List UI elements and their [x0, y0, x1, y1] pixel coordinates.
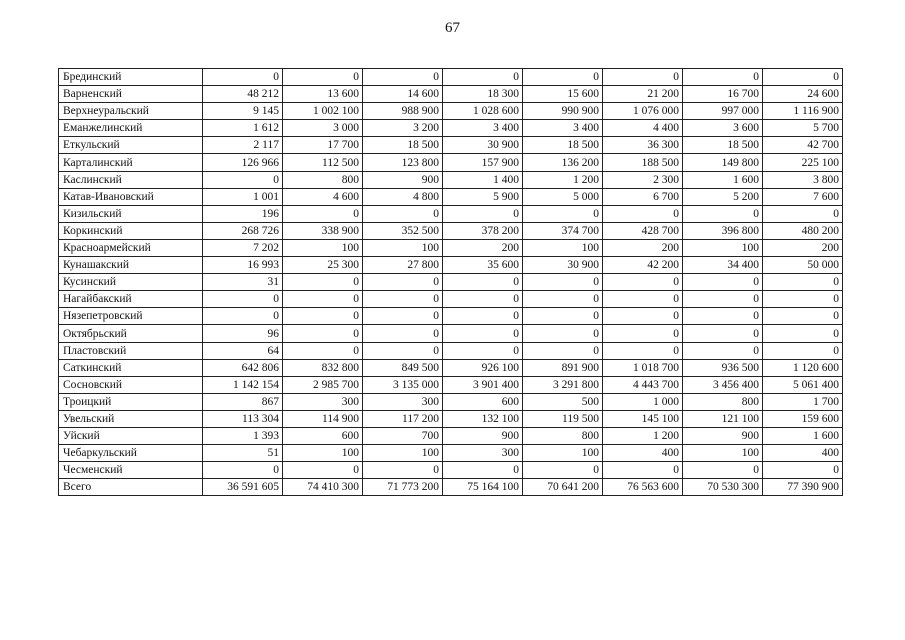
table-row	[59, 427, 843, 444]
value-cell: 0	[603, 274, 683, 291]
value-cell: 0	[763, 462, 843, 479]
value-cell: 300	[443, 445, 523, 462]
value-cell: 100	[283, 239, 363, 256]
value-cell: 0	[283, 274, 363, 291]
value-cell: 3 200	[363, 120, 443, 137]
value-cell: 70 641 200	[523, 479, 603, 496]
value-cell: 1 600	[683, 171, 763, 188]
value-cell: 25 300	[283, 257, 363, 274]
value-cell: 17 700	[283, 137, 363, 154]
value-cell: 3 291 800	[523, 376, 603, 393]
value-cell: 5 700	[763, 120, 843, 137]
table-row	[59, 308, 843, 325]
value-cell: 21 200	[603, 86, 683, 103]
value-cell: 2 117	[203, 137, 283, 154]
value-cell: 300	[283, 393, 363, 410]
value-cell: 119 500	[523, 410, 603, 427]
value-cell: 990 900	[523, 103, 603, 120]
value-cell: 0	[203, 69, 283, 86]
district-name-cell: Уйский	[59, 427, 203, 444]
value-cell: 100	[363, 239, 443, 256]
value-cell: 352 500	[363, 222, 443, 239]
value-cell: 132 100	[443, 410, 523, 427]
value-cell: 0	[363, 462, 443, 479]
district-name-cell: Пластовский	[59, 342, 203, 359]
value-cell: 145 100	[603, 410, 683, 427]
value-cell: 1 018 700	[603, 359, 683, 376]
value-cell: 0	[763, 342, 843, 359]
district-name-cell: Варненский	[59, 86, 203, 103]
value-cell: 64	[203, 342, 283, 359]
value-cell: 13 600	[283, 86, 363, 103]
value-cell: 1 116 900	[763, 103, 843, 120]
value-cell: 15 600	[523, 86, 603, 103]
value-cell: 31	[203, 274, 283, 291]
value-cell: 1 400	[443, 171, 523, 188]
value-cell: 338 900	[283, 222, 363, 239]
value-cell: 0	[603, 325, 683, 342]
value-cell: 600	[443, 393, 523, 410]
district-name-cell: Еманжелинский	[59, 120, 203, 137]
value-cell: 5 900	[443, 188, 523, 205]
value-cell: 2 300	[603, 171, 683, 188]
value-cell: 0	[523, 308, 603, 325]
value-cell: 0	[363, 342, 443, 359]
value-cell: 159 600	[763, 410, 843, 427]
table-body	[59, 69, 843, 496]
value-cell: 200	[763, 239, 843, 256]
value-cell: 0	[763, 291, 843, 308]
value-cell: 0	[443, 342, 523, 359]
value-cell: 0	[203, 171, 283, 188]
value-cell: 700	[363, 427, 443, 444]
value-cell: 34 400	[683, 257, 763, 274]
value-cell: 3 456 400	[683, 376, 763, 393]
district-name-cell: Саткинский	[59, 359, 203, 376]
district-name-cell: Кунашакский	[59, 257, 203, 274]
table-row	[59, 479, 843, 496]
value-cell: 126 966	[203, 154, 283, 171]
value-cell: 35 600	[443, 257, 523, 274]
value-cell: 0	[603, 462, 683, 479]
value-cell: 100	[283, 445, 363, 462]
value-cell: 42 200	[603, 257, 683, 274]
value-cell: 0	[523, 274, 603, 291]
district-name-cell: Еткульский	[59, 137, 203, 154]
value-cell: 642 806	[203, 359, 283, 376]
value-cell: 3 800	[763, 171, 843, 188]
value-cell: 0	[443, 308, 523, 325]
value-cell: 24 600	[763, 86, 843, 103]
value-cell: 926 100	[443, 359, 523, 376]
value-cell: 157 900	[443, 154, 523, 171]
district-name-cell: Красноармейский	[59, 239, 203, 256]
value-cell: 6 700	[603, 188, 683, 205]
value-cell: 121 100	[683, 410, 763, 427]
table-row	[59, 462, 843, 479]
table-row	[59, 376, 843, 393]
value-cell: 988 900	[363, 103, 443, 120]
district-name-cell: Верхнеуральский	[59, 103, 203, 120]
value-cell: 7 600	[763, 188, 843, 205]
value-cell: 0	[363, 205, 443, 222]
value-cell: 396 800	[683, 222, 763, 239]
value-cell: 900	[683, 427, 763, 444]
value-cell: 51	[203, 445, 283, 462]
district-name-cell: Всего	[59, 479, 203, 496]
table-row	[59, 274, 843, 291]
value-cell: 0	[683, 274, 763, 291]
value-cell: 800	[523, 427, 603, 444]
value-cell: 0	[683, 69, 763, 86]
value-cell: 0	[683, 291, 763, 308]
value-cell: 600	[283, 427, 363, 444]
value-cell: 1 000	[603, 393, 683, 410]
table-row	[59, 393, 843, 410]
district-name-cell: Кизильский	[59, 205, 203, 222]
value-cell: 188 500	[603, 154, 683, 171]
value-cell: 100	[363, 445, 443, 462]
value-cell: 0	[443, 325, 523, 342]
value-cell: 16 993	[203, 257, 283, 274]
value-cell: 1 700	[763, 393, 843, 410]
value-cell: 14 600	[363, 86, 443, 103]
table-row	[59, 205, 843, 222]
value-cell: 1 600	[763, 427, 843, 444]
value-cell: 100	[523, 239, 603, 256]
table-row	[59, 188, 843, 205]
value-cell: 18 300	[443, 86, 523, 103]
value-cell: 0	[763, 69, 843, 86]
table-row	[59, 359, 843, 376]
table-row	[59, 291, 843, 308]
value-cell: 1 002 100	[283, 103, 363, 120]
value-cell: 18 500	[683, 137, 763, 154]
value-cell: 500	[523, 393, 603, 410]
value-cell: 428 700	[603, 222, 683, 239]
district-name-cell: Кусинский	[59, 274, 203, 291]
value-cell: 0	[763, 308, 843, 325]
value-cell: 0	[523, 462, 603, 479]
value-cell: 0	[603, 205, 683, 222]
table-row	[59, 171, 843, 188]
value-cell: 0	[283, 462, 363, 479]
value-cell: 400	[763, 445, 843, 462]
value-cell: 0	[683, 308, 763, 325]
value-cell: 0	[523, 291, 603, 308]
value-cell: 1 028 600	[443, 103, 523, 120]
value-cell: 800	[283, 171, 363, 188]
value-cell: 196	[203, 205, 283, 222]
value-cell: 0	[443, 69, 523, 86]
value-cell: 7 202	[203, 239, 283, 256]
value-cell: 50 000	[763, 257, 843, 274]
district-name-cell: Коркинский	[59, 222, 203, 239]
value-cell: 100	[683, 445, 763, 462]
value-cell: 0	[363, 308, 443, 325]
value-cell: 800	[683, 393, 763, 410]
value-cell: 480 200	[763, 222, 843, 239]
value-cell: 30 900	[523, 257, 603, 274]
value-cell: 77 390 900	[763, 479, 843, 496]
table-row	[59, 120, 843, 137]
value-cell: 0	[283, 342, 363, 359]
value-cell: 0	[363, 291, 443, 308]
value-cell: 1 120 600	[763, 359, 843, 376]
value-cell: 0	[443, 205, 523, 222]
value-cell: 113 304	[203, 410, 283, 427]
value-cell: 200	[603, 239, 683, 256]
value-cell: 114 900	[283, 410, 363, 427]
value-cell: 0	[523, 342, 603, 359]
value-cell: 42 700	[763, 137, 843, 154]
value-cell: 0	[523, 205, 603, 222]
table-row	[59, 86, 843, 103]
district-name-cell: Каслинский	[59, 171, 203, 188]
value-cell: 225 100	[763, 154, 843, 171]
value-cell: 0	[603, 308, 683, 325]
value-cell: 123 800	[363, 154, 443, 171]
value-cell: 200	[443, 239, 523, 256]
value-cell: 849 500	[363, 359, 443, 376]
table-row	[59, 257, 843, 274]
district-name-cell: Чесменский	[59, 462, 203, 479]
value-cell: 378 200	[443, 222, 523, 239]
value-cell: 0	[443, 274, 523, 291]
table-row	[59, 222, 843, 239]
value-cell: 300	[363, 393, 443, 410]
value-cell: 900	[443, 427, 523, 444]
district-name-cell: Катав-Ивановский	[59, 188, 203, 205]
table-row	[59, 239, 843, 256]
value-cell: 75 164 100	[443, 479, 523, 496]
value-cell: 30 900	[443, 137, 523, 154]
value-cell: 71 773 200	[363, 479, 443, 496]
value-cell: 18 500	[523, 137, 603, 154]
value-cell: 3 400	[523, 120, 603, 137]
value-cell: 1 200	[603, 427, 683, 444]
value-cell: 5 061 400	[763, 376, 843, 393]
value-cell: 0	[683, 205, 763, 222]
value-cell: 0	[603, 342, 683, 359]
value-cell: 0	[203, 462, 283, 479]
district-table	[58, 68, 843, 496]
value-cell: 0	[683, 325, 763, 342]
value-cell: 3 135 000	[363, 376, 443, 393]
value-cell: 100	[683, 239, 763, 256]
district-name-cell: Увельский	[59, 410, 203, 427]
value-cell: 0	[203, 291, 283, 308]
value-cell: 4 443 700	[603, 376, 683, 393]
value-cell: 5 000	[523, 188, 603, 205]
table-row	[59, 103, 843, 120]
value-cell: 268 726	[203, 222, 283, 239]
value-cell: 1 612	[203, 120, 283, 137]
value-cell: 0	[763, 205, 843, 222]
value-cell: 0	[283, 308, 363, 325]
value-cell: 0	[283, 291, 363, 308]
value-cell: 400	[603, 445, 683, 462]
value-cell: 832 800	[283, 359, 363, 376]
district-name-cell: Нагайбакский	[59, 291, 203, 308]
value-cell: 4 800	[363, 188, 443, 205]
value-cell: 112 500	[283, 154, 363, 171]
value-cell: 997 000	[683, 103, 763, 120]
value-cell: 27 800	[363, 257, 443, 274]
value-cell: 891 900	[523, 359, 603, 376]
value-cell: 16 700	[683, 86, 763, 103]
value-cell: 0	[363, 274, 443, 291]
value-cell: 0	[203, 308, 283, 325]
value-cell: 4 600	[283, 188, 363, 205]
value-cell: 900	[363, 171, 443, 188]
value-cell: 70 530 300	[683, 479, 763, 496]
value-cell: 0	[443, 462, 523, 479]
value-cell: 3 600	[683, 120, 763, 137]
value-cell: 100	[523, 445, 603, 462]
value-cell: 867	[203, 393, 283, 410]
table-row	[59, 445, 843, 462]
district-name-cell: Сосновский	[59, 376, 203, 393]
value-cell: 18 500	[363, 137, 443, 154]
table-row	[59, 410, 843, 427]
table-row	[59, 137, 843, 154]
value-cell: 0	[763, 325, 843, 342]
value-cell: 0	[283, 205, 363, 222]
value-cell: 4 400	[603, 120, 683, 137]
value-cell: 0	[523, 69, 603, 86]
value-cell: 36 591 605	[203, 479, 283, 496]
value-cell: 1 393	[203, 427, 283, 444]
value-cell: 74 410 300	[283, 479, 363, 496]
value-cell: 0	[763, 274, 843, 291]
district-name-cell: Чебаркульский	[59, 445, 203, 462]
value-cell: 0	[683, 462, 763, 479]
value-cell: 0	[603, 291, 683, 308]
value-cell: 0	[523, 325, 603, 342]
value-cell: 3 901 400	[443, 376, 523, 393]
value-cell: 76 563 600	[603, 479, 683, 496]
value-cell: 2 985 700	[283, 376, 363, 393]
value-cell: 1 076 000	[603, 103, 683, 120]
district-name-cell: Октябрьский	[59, 325, 203, 342]
value-cell: 1 200	[523, 171, 603, 188]
table-row	[59, 69, 843, 86]
value-cell: 1 001	[203, 188, 283, 205]
district-name-cell: Нязепетровский	[59, 308, 203, 325]
value-cell: 0	[603, 69, 683, 86]
district-name-cell: Троицкий	[59, 393, 203, 410]
value-cell: 0	[283, 69, 363, 86]
value-cell: 3 000	[283, 120, 363, 137]
table-row	[59, 325, 843, 342]
value-cell: 48 212	[203, 86, 283, 103]
district-name-cell: Карталинский	[59, 154, 203, 171]
value-cell: 96	[203, 325, 283, 342]
table-row	[59, 342, 843, 359]
value-cell: 936 500	[683, 359, 763, 376]
value-cell: 0	[283, 325, 363, 342]
value-cell: 374 700	[523, 222, 603, 239]
value-cell: 0	[363, 325, 443, 342]
value-cell: 136 200	[523, 154, 603, 171]
value-cell: 117 200	[363, 410, 443, 427]
value-cell: 5 200	[683, 188, 763, 205]
value-cell: 1 142 154	[203, 376, 283, 393]
district-name-cell: Брединский	[59, 69, 203, 86]
value-cell: 149 800	[683, 154, 763, 171]
page-number: 67	[445, 20, 460, 36]
value-cell: 3 400	[443, 120, 523, 137]
value-cell: 0	[363, 69, 443, 86]
value-cell: 0	[443, 291, 523, 308]
value-cell: 9 145	[203, 103, 283, 120]
value-cell: 36 300	[603, 137, 683, 154]
table-row	[59, 154, 843, 171]
value-cell: 0	[683, 342, 763, 359]
